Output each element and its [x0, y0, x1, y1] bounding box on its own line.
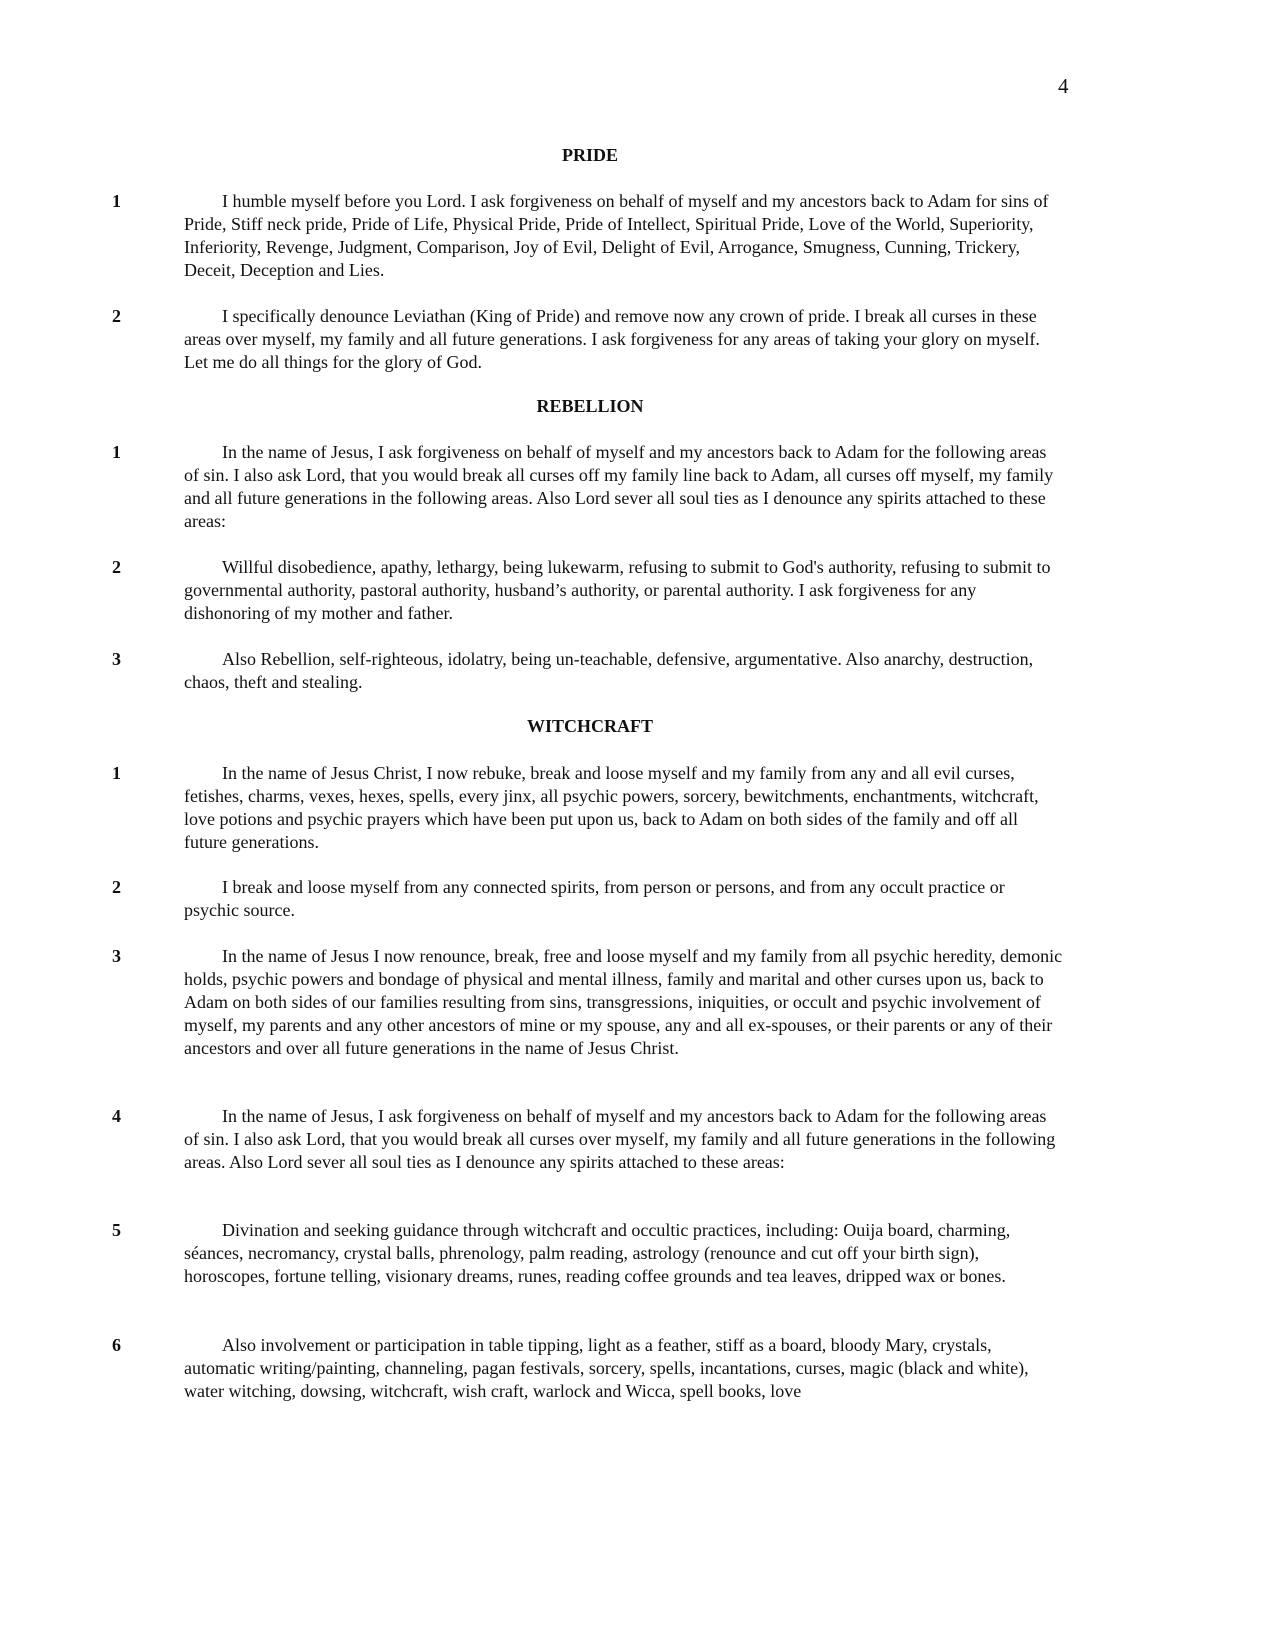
page-number: 4	[1058, 74, 1069, 98]
paragraph-text: In the name of Jesus, I ask forgiveness on behalf of myself and my ancestors back to Adam for the following areas of sin. I also ask Lord, that you would break all curses over myself, my family and all future generations in the following areas. Also Lord sever all soul ties as I denounce any spirits attached to these areas:	[184, 1106, 1056, 1172]
paragraph-number: 5	[112, 1220, 121, 1240]
paragraph-text: Willful disobedience, apathy, lethargy, being lukewarm, refusing to submit to God's authority, refusing to submit to governmental authority, pastoral authority, husband’s authority, or parental authority. I ask forgiveness for any dishonoring of my mother and father.	[184, 557, 1051, 623]
paragraph-text: Also involvement or participation in table tipping, light as a feather, stiff as a board, bloody Mary, crystals, automatic writing/painting, channeling, pagan festivals, sorcery, spells, incantations, curses, magic (black and white), water witching, dowsing, witchcraft, wish craft, warlock and Wicca, spell books, love	[184, 1335, 1029, 1401]
paragraph-number: 1	[112, 191, 121, 211]
paragraph-text: In the name of Jesus Christ, I now rebuke, break and loose myself and my family from any and all evil curses, fetishes, charms, vexes, hexes, spells, every jinx, all psychic powers, sorcery, bewitchments, enchantments, witchcraft, love potions and psychic prayers which have been put upon us, back to Adam on both sides of the family and off all future generations.	[184, 763, 1039, 852]
paragraph-number: 6	[112, 1335, 121, 1355]
paragraph-text: In the name of Jesus I now renounce, break, free and loose myself and my family from all psychic heredity, demonic holds, psychic powers and bondage of physical and mental illness, family and marital and other curses upon us, back to Adam on both sides of our families resulting from sins, transgressions, iniquities, or occult and psychic involvement of myself, my parents and any other ancestors of mine or my spouse, any and all ex-spouses, or their parents or any of their ancestors and over all future generations in the name of Jesus Christ.	[184, 946, 1063, 1058]
paragraph-number: 3	[112, 649, 121, 669]
section-heading-witchcraft: WITCHCRAFT	[526, 716, 653, 736]
paragraph-number: 3	[112, 946, 121, 966]
section-heading-rebellion: REBELLION	[536, 396, 644, 416]
paragraph-text: In the name of Jesus, I ask forgiveness on behalf of myself and my ancestors back to Adam for the following areas of sin. I also ask Lord, that you would break all curses off my family line back to Adam, all curses off myself, my family and all future generations in the following areas. Also Lord sever all soul ties as I denounce any spirits attached to these areas:	[184, 442, 1054, 531]
paragraph-number: 4	[112, 1106, 121, 1126]
paragraph-number: 1	[112, 442, 121, 462]
paragraph-text: I specifically denounce Leviathan (King of Pride) and remove now any crown of pride. I break all curses in these areas over myself, my family and all future generations. I ask forgiveness for any areas of taking your glory on myself. Let me do all things for the glory of God.	[184, 306, 1040, 372]
section-heading-pride: PRIDE	[561, 145, 618, 165]
paragraph-number: 1	[112, 763, 121, 783]
paragraph-text: Divination and seeking guidance through witchcraft and occultic practices, including: Ouija board, charming, séances, necromancy, crystal balls, phrenology, palm reading, astrology (renounce and cut off your birth sign), horoscopes, fortune telling, visionary dreams, runes, reading coffee grounds and tea leaves, dripped wax or bones.	[184, 1220, 1011, 1286]
paragraph-text: I humble myself before you Lord. I ask forgiveness on behalf of myself and my ancestors back to Adam for sins of Pride, Stiff neck pride, Pride of Life, Physical Pride, Pride of Intellect, Spiritual Pride, Love of the World, Superiority, Inferiority, Revenge, Judgment, Comparison, Joy of Evil, Delight of Evil, Arrogance, Smugness, Cunning, Trickery, Deceit, Deception and Lies.	[184, 191, 1049, 280]
paragraph-text: I break and loose myself from any connected spirits, from person or persons, and from any occult practice or psychic source.	[184, 877, 1005, 920]
paragraph-text: Also Rebellion, self-righteous, idolatry, being un-teachable, defensive, argumentative. Also anarchy, destruction, chaos, theft and stealing.	[184, 649, 1034, 692]
paragraph-number: 2	[112, 877, 121, 897]
paragraph-number: 2	[112, 306, 121, 326]
paragraph-number: 2	[112, 557, 121, 577]
